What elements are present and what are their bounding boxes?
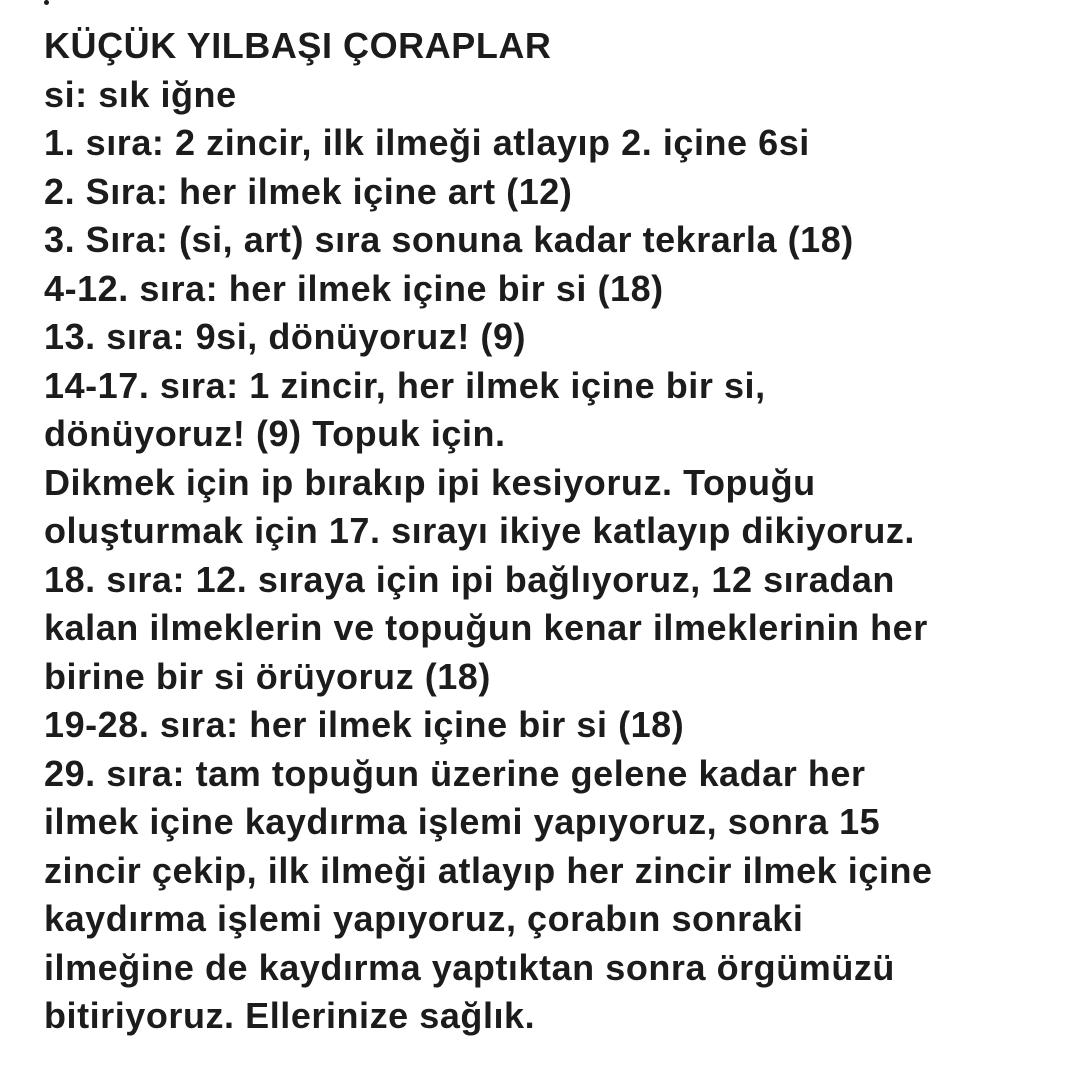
note-line: 2. Sıra: her ilmek içine art (12) bbox=[44, 170, 573, 212]
note-line: 14-17. sıra: 1 zincir, her ilmek içine bir si, bbox=[44, 364, 766, 406]
note-line: Dikmek için ip bırakıp ipi kesiyoruz. Topuğu bbox=[44, 461, 816, 503]
note-line: 19-28. sıra: her ilmek içine bir si (18) bbox=[44, 704, 685, 745]
note-line: bitiriyoruz. Ellerinize sağlık. bbox=[44, 995, 536, 1036]
note-content[interactable] bbox=[44, 22, 1064, 1041]
note-line: birine bir si örüyoruz (18) bbox=[44, 655, 491, 697]
note-line: ilmek içine kaydırma işlemi yapıyoruz, sonra 15 bbox=[44, 801, 881, 842]
note-line: 1. sıra: 2 zincir, ilk ilmeği atlayıp 2. içine 6si bbox=[44, 122, 810, 163]
note-line: 3. Sıra: (si, art) sıra sonuna kadar tekrarla (18) bbox=[44, 219, 854, 260]
note-line: 13. sıra: 9si, dönüyoruz! (9) bbox=[44, 316, 527, 357]
cut-off-next-line bbox=[44, 1074, 504, 1080]
note-line: dönüyoruz! (9) Topuk için. bbox=[44, 413, 506, 454]
note-line: zincir çekip, ilk ilmeği atlayıp her zincir ilmek içine bbox=[44, 849, 933, 891]
note-line: 29. sıra: tam topuğun üzerine gelene kadar her bbox=[44, 752, 866, 794]
note-line: 18. sıra: 12. sıraya için ipi bağlıyoruz, 12 sıradan bbox=[44, 558, 895, 600]
note-line: 4-12. sıra: her ilmek içine bir si (18) bbox=[44, 267, 664, 309]
cut-off-text-mark bbox=[44, 0, 49, 5]
note-line: si: sık iğne bbox=[44, 73, 237, 115]
note-line: kaydırma işlemi yapıyoruz, çorabın sonraki bbox=[44, 898, 804, 939]
note-line: kalan ilmeklerin ve topuğun kenar ilmeklerinin her bbox=[44, 607, 928, 648]
note-line: oluşturmak için 17. sırayı ikiye katlayıp dikiyoruz. bbox=[44, 510, 915, 551]
note-line: ilmeğine de kaydırma yaptıktan sonra örgümüzü bbox=[44, 946, 895, 988]
note-title: KÜÇÜK YILBAŞI ÇORAPLAR bbox=[44, 25, 552, 66]
